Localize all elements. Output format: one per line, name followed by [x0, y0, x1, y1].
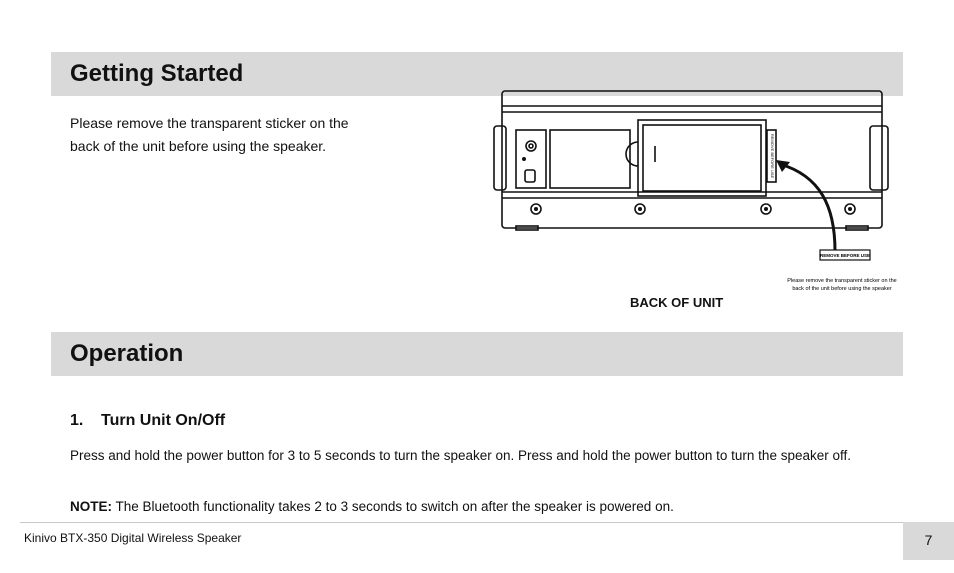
operation-body: Press and hold the power button for 3 to 5 seconds to turn the speaker on. Press and hold the power button to turn the speaker off. [70, 448, 851, 463]
callout-text-line1: Please remove the transparent sticker on the [787, 278, 897, 284]
diagram-caption: BACK OF UNIT [630, 295, 724, 310]
page-number-box [903, 522, 954, 560]
operation-header [51, 332, 903, 376]
footer-product: Kinivo BTX-350 Digital Wireless Speaker [24, 531, 242, 545]
section-title-text: Turn Unit On/Off [101, 412, 226, 429]
note-text: The Bluetooth functionality takes 2 to 3 seconds to switch on after the speaker is powered on. [112, 499, 674, 514]
callout-arrow [780, 164, 835, 251]
sticker-side-label: REMOVE BEFORE USE [770, 133, 775, 179]
callout-sticker-label: REMOVE BEFORE USE [819, 253, 871, 258]
section-title [70, 412, 225, 430]
page-number: 7 [924, 532, 933, 548]
intro-paragraph: Please remove the transparent sticker on the back of the unit before using the speaker. [70, 115, 349, 154]
battery-compartment [638, 120, 766, 196]
back-of-unit-diagram [490, 86, 910, 296]
control-panel [516, 130, 546, 188]
left-end-cap [494, 126, 506, 190]
operation-heading: Operation [70, 340, 184, 367]
getting-started-heading: Getting Started [70, 60, 244, 87]
note-paragraph [70, 497, 903, 517]
callout-text-line2: back of the unit before using the speaker [792, 286, 892, 292]
right-end-cap [870, 126, 888, 190]
center-panel [550, 130, 630, 188]
section-number: 1. [70, 412, 84, 429]
footer-divider [20, 522, 903, 523]
note-label: NOTE: [70, 499, 112, 514]
